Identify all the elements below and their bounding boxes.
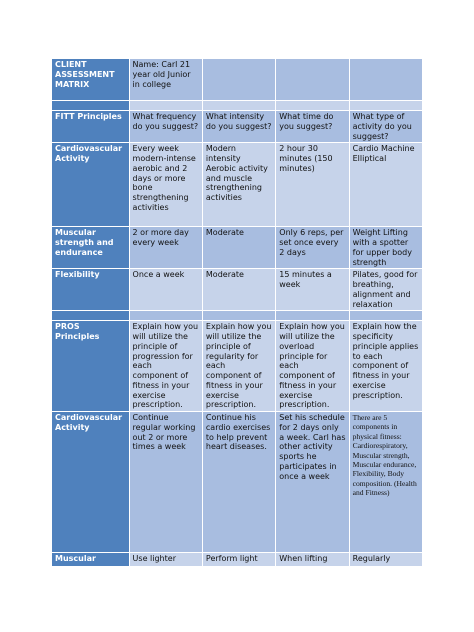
table-cell: Every week modern-intense aerobic and 2 days or more bone strengthening activities <box>129 143 202 227</box>
table-cell: Modern intensity Aerobic activity and muscle strengthening activities <box>202 143 275 227</box>
table-row <box>52 412 423 553</box>
table-cell: 2 or more day every week <box>129 227 202 269</box>
row-header: Muscular strength and endurance <box>52 227 130 269</box>
table-row <box>52 59 423 101</box>
table-cell: Moderate <box>202 227 275 269</box>
table-cell <box>129 311 202 321</box>
table-row <box>52 269 423 311</box>
row-header: CLIENT ASSESSMENT MATRIX <box>52 59 130 101</box>
row-header: FITT Principles <box>52 111 130 143</box>
table-cell: Name: Carl 21 year old Junior in college <box>129 59 202 101</box>
table-row <box>52 111 423 143</box>
table-cell <box>349 311 422 321</box>
table-cell: Once a week <box>129 269 202 311</box>
table-cell: Perform light <box>202 553 275 567</box>
table-row <box>52 311 423 321</box>
table-cell <box>202 101 275 111</box>
table-cell: What intensity do you suggest? <box>202 111 275 143</box>
row-header: Muscular <box>52 553 130 567</box>
table-cell: 15 minutes a week <box>276 269 349 311</box>
row-header: Cardiovascular Activity <box>52 143 130 227</box>
table-cell <box>276 59 349 101</box>
table-cell <box>349 59 422 101</box>
table-cell <box>202 311 275 321</box>
table-cell <box>129 101 202 111</box>
row-header: Cardiovascular Activity <box>52 412 130 553</box>
table-cell <box>349 101 422 111</box>
table-cell: Explain how you will utilize the principle of progression for each component of fitness in your exercise prescription. <box>129 321 202 412</box>
table-cell: Regularly <box>349 553 422 567</box>
row-header: Flexibility <box>52 269 130 311</box>
table-cell <box>276 311 349 321</box>
table-cell: What type of activity do you suggest? <box>349 111 422 143</box>
table-cell: What frequency do you suggest? <box>129 111 202 143</box>
table-cell <box>202 59 275 101</box>
table-cell: Cardio Machine Elliptical <box>349 143 422 227</box>
table-cell: Pilates, good for breathing, alignment and relaxation <box>349 269 422 311</box>
table-cell: Explain how you will utilize the overload principle for each component of fitness in your exercise prescription. <box>276 321 349 412</box>
table-row <box>52 321 423 412</box>
table-row <box>52 143 423 227</box>
table-cell: Explain how the specificity principle applies to each component of fitness in your exercise prescription. <box>349 321 422 412</box>
row-header: PROS Principles <box>52 321 130 412</box>
table-cell: Weight Lifting with a spotter for upper body strength <box>349 227 422 269</box>
client-assessment-matrix <box>51 58 423 567</box>
table-row <box>52 101 423 111</box>
row-header <box>52 311 130 321</box>
table-cell <box>276 101 349 111</box>
table-row <box>52 227 423 269</box>
table-cell: Explain how you will utilize the principle of regularity for each component of fitness in your exercise prescription. <box>202 321 275 412</box>
table-cell: Use lighter <box>129 553 202 567</box>
table-cell: Only 6 reps, per set once every 2 days <box>276 227 349 269</box>
table-cell: Set his schedule for 2 days only a week. Carl has other activity sports he participates in once a week <box>276 412 349 553</box>
table-cell: When lifting <box>276 553 349 567</box>
table-cell: 2 hour 30 minutes (150 minutes) <box>276 143 349 227</box>
table-cell: There are 5 components in physical fitness: Cardiorespiratory, Muscular strength, Muscular endurance, Flexibility, Body composition. (Health and Fitness) <box>349 412 422 553</box>
table-cell: Moderate <box>202 269 275 311</box>
table-cell: Continue his cardio exercises to help prevent heart diseases. <box>202 412 275 553</box>
table-cell: What time do you suggest? <box>276 111 349 143</box>
table-cell: Continue regular working out 2 or more times a week <box>129 412 202 553</box>
table-row <box>52 553 423 567</box>
row-header <box>52 101 130 111</box>
